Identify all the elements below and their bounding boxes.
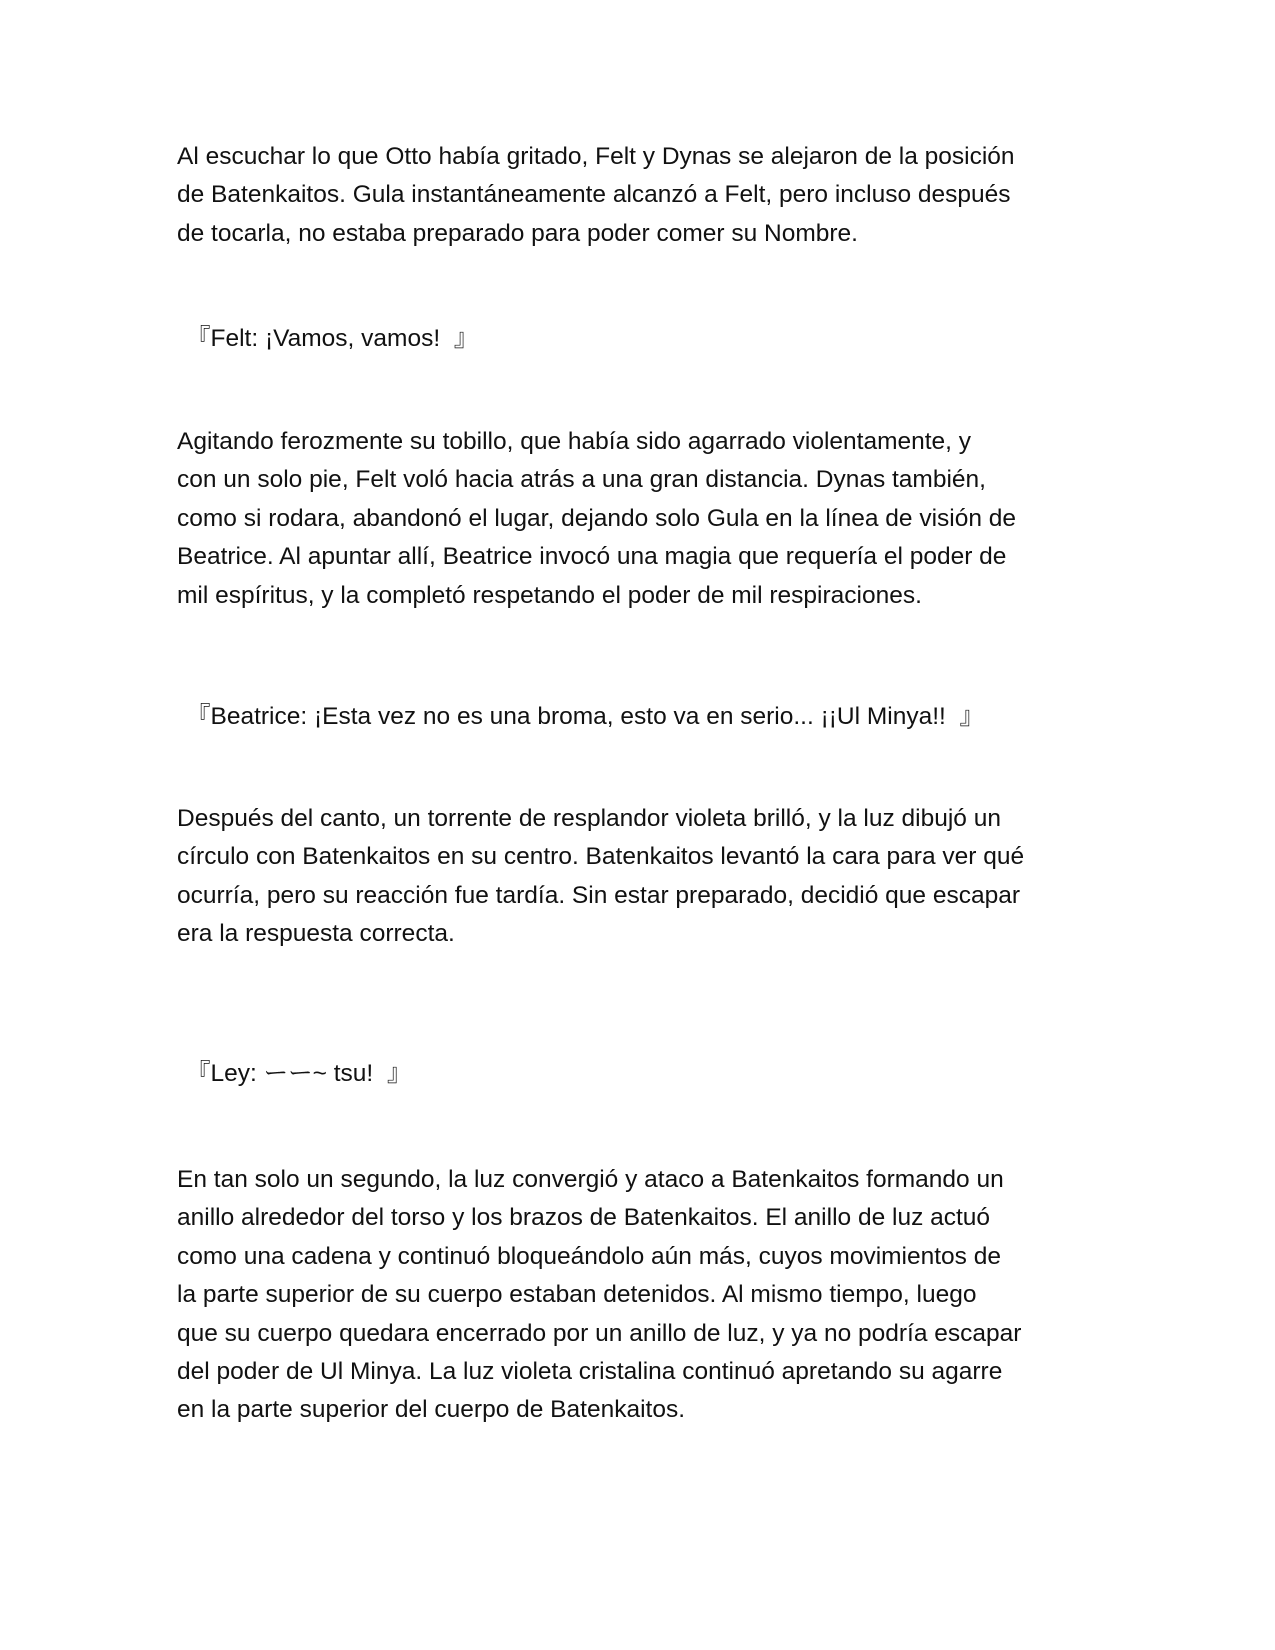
open-bracket: 『	[186, 323, 211, 352]
close-bracket: 』	[959, 701, 984, 730]
paragraph-line: ocurría, pero su reacción fue tardía. Sin estar preparado, decidió que escapar	[177, 881, 1021, 909]
paragraph-line: de Batenkaitos. Gula instantáneamente alcanzó a Felt, pero incluso después	[177, 181, 1011, 209]
paragraph-line: como si rodara, abandonó el lugar, dejando solo Gula en la línea de visión de	[177, 504, 1017, 532]
paragraph-line: Al escuchar lo que Otto había gritado, Felt y Dynas se alejaron de la posición	[177, 143, 1015, 170]
close-bracket: 』	[386, 1058, 412, 1087]
paragraph-line: Después del canto, un torrente de resplandor violeta brilló, y la luz dibujó un	[177, 805, 1001, 832]
paragraph-2	[177, 423, 1107, 615]
paragraph-line: de tocarla, no estaba preparado para poder comer su Nombre.	[177, 219, 858, 247]
paragraph-3	[177, 800, 1107, 954]
open-bracket: 『	[186, 1058, 211, 1087]
paragraph-line: que su cuerpo quedara encerrado por un anillo de luz, y ya no podría escapar	[177, 1319, 1022, 1347]
dialogue-text: Felt: ¡Vamos, vamos!	[210, 325, 441, 352]
paragraph-line: como una cadena y continuó bloqueándolo aún más, cuyos movimientos de	[177, 1242, 1001, 1270]
paragraph-1	[177, 138, 1107, 253]
paragraph-line: En tan solo un segundo, la luz convergió y ataco a Batenkaitos formando un	[177, 1166, 1004, 1193]
dialogue-text: Ley: ーー~ tsu!	[210, 1060, 374, 1087]
paragraph-line: del poder de Ul Minya. La luz violeta cristalina continuó apretando su agarre	[177, 1358, 1003, 1386]
close-bracket: 』	[453, 323, 479, 352]
paragraph-line: Beatrice. Al apuntar allí, Beatrice invocó una magia que requería el poder de	[177, 543, 1007, 571]
paragraph-line: la parte superior de su cuerpo estaban detenidos. Al mismo tiempo, luego	[177, 1281, 977, 1309]
dialogue-beatrice	[186, 697, 984, 736]
dialogue-felt	[186, 319, 478, 358]
paragraph-line: Agitando ferozmente su tobillo, que había sido agarrado violentamente, y	[177, 428, 972, 455]
paragraph-line: círculo con Batenkaitos en su centro. Batenkaitos levantó la cara para ver qué	[177, 843, 1025, 871]
dialogue-text: Beatrice: ¡Esta vez no es una broma, esto va en serio... ¡¡Ul Minya!!	[210, 703, 946, 730]
paragraph-line: anillo alrededor del torso y los brazos de Batenkaitos. El anillo de luz actuó	[177, 1204, 991, 1232]
paragraph-line: era la respuesta correcta.	[177, 920, 455, 948]
dialogue-ley	[186, 1054, 411, 1093]
paragraph-line: con un solo pie, Felt voló hacia atrás a una gran distancia. Dynas también,	[177, 466, 986, 494]
open-bracket: 『	[186, 701, 211, 730]
paragraph-line: mil espíritus, y la completó respetando el poder de mil respiraciones.	[177, 581, 922, 609]
paragraph-4	[177, 1161, 1107, 1430]
paragraph-line: en la parte superior del cuerpo de Batenkaitos.	[177, 1396, 686, 1424]
